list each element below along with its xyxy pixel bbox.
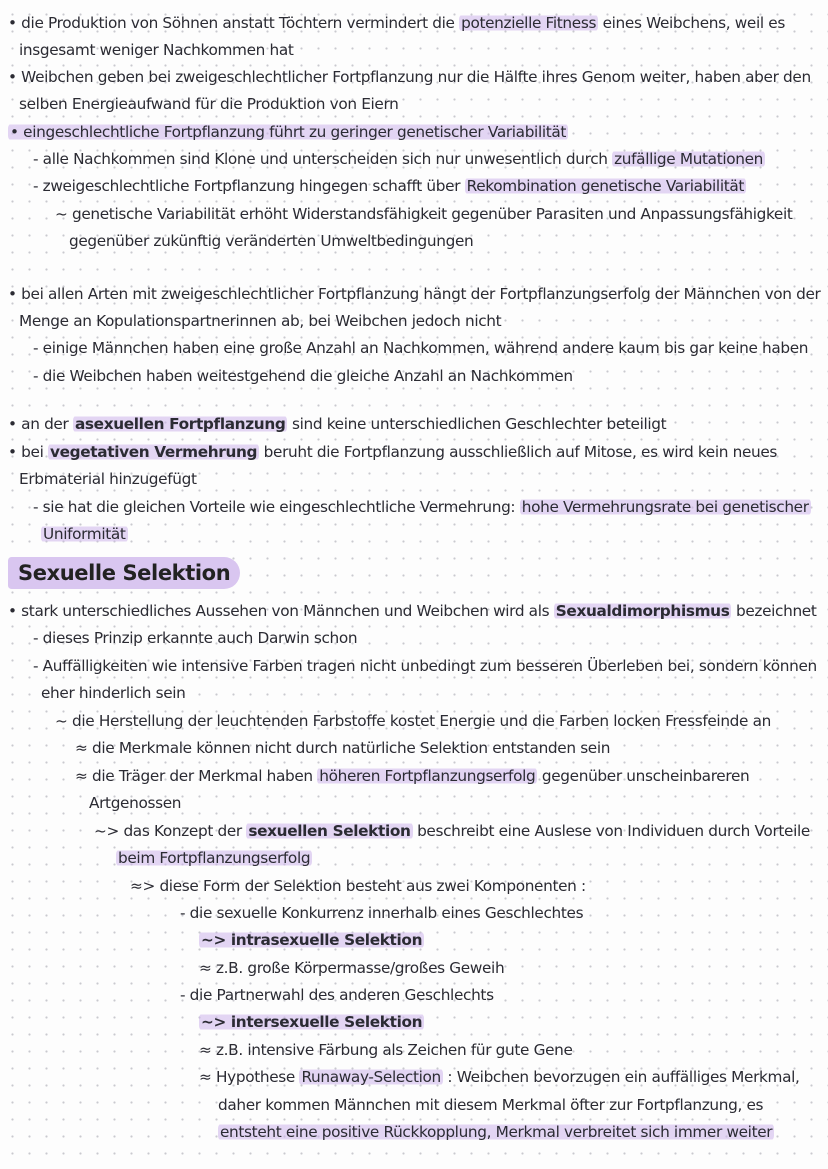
note-line	[94, 821, 810, 841]
note-line	[55, 204, 793, 224]
highlighted-text: Sexualdimorphismus	[555, 602, 730, 620]
note-text: beruht die Fortpflanzung ausschließlich auf Mitose, es wird kein neues	[259, 443, 778, 461]
note-text: ≈> diese Form der Selektion besteht aus zwei Komponenten :	[130, 877, 586, 895]
note-text: ≈ die Träger der Merkmal haben	[75, 767, 318, 785]
note-text: - die Weibchen haben weitestgehend die gleiche Anzahl an Nachkommen	[33, 367, 573, 385]
note-text: - die sexuelle Konkurrenz innerhalb eines Geschlechtes	[180, 904, 584, 922]
note-line	[116, 848, 312, 868]
note-line	[199, 930, 424, 950]
note-line	[33, 338, 808, 358]
note-text: • bei allen Arten mit zweigeschlechtlicher Fortpflanzung hängt der Fortpflanzungserfolg der Männchen von der	[8, 285, 821, 303]
highlighted-text: beim Fortpflanzungserfolg	[118, 849, 311, 867]
note-text: bezeichnet	[731, 602, 817, 620]
highlighted-text: ~> intersexuelle Selektion	[201, 1013, 423, 1031]
note-text: eines Weibchens, weil es	[598, 14, 785, 32]
note-line	[89, 793, 181, 813]
note-line	[33, 497, 811, 517]
note-line	[75, 766, 749, 786]
note-line	[33, 176, 746, 196]
note-text: beschreibt eine Auslese von Individuen durch Vorteile	[412, 822, 810, 840]
highlighted-text: sexuellen Selektion	[248, 822, 411, 840]
note-line	[33, 149, 765, 169]
note-line	[19, 94, 398, 114]
note-text: - dieses Prinzip erkannte auch Darwin schon	[33, 629, 358, 647]
note-line	[69, 231, 473, 251]
note-text: gegenüber zukünftig veränderten Umweltbedingungen	[69, 232, 474, 250]
note-line	[8, 601, 817, 621]
note-line	[8, 67, 811, 87]
note-text: - einige Männchen haben eine große Anzahl an Nachkommen, während andere kaum bis gar keine haben	[33, 339, 809, 357]
note-line	[33, 656, 817, 676]
note-text: ≈ die Merkmale können nicht durch natürliche Selektion entstanden sein	[75, 739, 611, 757]
note-line	[218, 1095, 763, 1115]
highlighted-text: hohe Vermehrungsrate bei genetischer	[521, 498, 809, 516]
note-line	[180, 903, 583, 923]
highlighted-text: ~> intrasexuelle Selektion	[201, 931, 423, 949]
note-text: ~ genetische Variabilität erhöht Widerstandsfähigkeit gegenüber Parasiten und Anpassungsfähigkeit	[55, 205, 793, 223]
note-text: • bei	[8, 443, 49, 461]
note-text: ≈ z.B. große Körpermasse/großes Geweih	[199, 959, 505, 977]
note-line	[199, 1012, 424, 1032]
note-text: - Auffälligkeiten wie intensive Farben tragen nicht unbedingt zum besseren Überleben bei, sondern können	[33, 657, 817, 675]
section-heading	[8, 557, 240, 589]
note-line	[19, 469, 197, 489]
note-line	[8, 414, 666, 434]
highlighted-text: Uniformität	[43, 525, 126, 543]
highlighted-text: • eingeschlechtliche Fortpflanzung führt zu geringer genetischer Variabilität	[10, 123, 567, 141]
note-line	[8, 284, 821, 304]
highlighted-text: entsteht eine positive Rückkopplung, Merkmal verbreitet sich immer weiter	[220, 1123, 773, 1141]
note-text: ~> das Konzept der	[94, 822, 247, 840]
note-text: selben Energieaufwand für die Produktion von Eiern	[19, 95, 399, 113]
note-line	[19, 311, 501, 331]
note-text: - zweigeschlechtliche Fortpflanzung hingegen schafft über	[33, 177, 465, 195]
note-text: • Weibchen geben bei zweigeschlechtlicher Fortpflanzung nur die Hälfte ihres Genom weiter, haben aber den	[8, 68, 811, 86]
note-text: gegenüber unscheinbareren	[537, 767, 750, 785]
note-line	[199, 958, 504, 978]
highlighted-text: Runaway-Selection	[301, 1068, 441, 1086]
note-line	[8, 13, 785, 33]
note-line	[19, 40, 294, 60]
note-line	[180, 985, 494, 1005]
note-text: insgesamt weniger Nachkommen hat	[19, 41, 294, 59]
note-line	[8, 442, 777, 462]
note-line	[41, 683, 186, 703]
note-text: : Weibchen bevorzugen ein auffälliges Merkmal,	[442, 1068, 800, 1086]
note-text: eher hinderlich sein	[41, 684, 186, 702]
highlighted-text: vegetativen Vermehrung	[50, 443, 258, 461]
highlighted-text: höheren Fortpflanzungserfolg	[319, 767, 536, 785]
highlighted-text: potenzielle Fitness	[461, 14, 597, 32]
highlighted-text: asexuellen Fortpflanzung	[74, 415, 286, 433]
note-text: - sie hat die gleichen Vorteile wie eingeschlechtliche Vermehrung:	[33, 498, 520, 516]
note-text: • stark unterschiedliches Aussehen von Männchen und Weibchen wird als	[8, 602, 554, 620]
note-line	[199, 1067, 800, 1087]
note-text: ≈ Hypothese	[199, 1068, 300, 1086]
note-line	[75, 738, 610, 758]
note-text: daher kommen Männchen mit diesem Merkmal öfter zur Fortpflanzung, es	[218, 1096, 764, 1114]
note-text: ~ die Herstellung der leuchtenden Farbstoffe kostet Energie und die Farben locken Fressfeinde an	[55, 712, 771, 730]
note-text: sind keine unterschiedlichen Geschlechter beteiligt	[287, 415, 667, 433]
note-text: Artgenossen	[89, 794, 182, 812]
note-line	[199, 1040, 573, 1060]
note-text: ≈ z.B. intensive Färbung als Zeichen für gute Gene	[199, 1041, 573, 1059]
note-line	[130, 876, 586, 896]
note-line	[41, 524, 128, 544]
note-line	[33, 366, 573, 386]
note-text: • an der	[8, 415, 73, 433]
note-text: • die Produktion von Söhnen anstatt Töchtern vermindert die	[8, 14, 460, 32]
highlighted-text: Rekombination genetische Variabilität	[466, 177, 745, 195]
note-line	[8, 122, 568, 142]
note-text: - alle Nachkommen sind Klone und unterscheiden sich nur unwesentlich durch	[33, 150, 613, 168]
highlighted-text: zufällige Mutationen	[614, 150, 764, 168]
section-heading-text: Sexuelle Selektion	[18, 561, 231, 585]
note-line	[218, 1122, 774, 1142]
note-text: Menge an Kopulationspartnerinnen ab, bei Weibchen jedoch nicht	[19, 312, 502, 330]
note-line	[33, 628, 357, 648]
note-line	[55, 711, 771, 731]
note-text: Erbmaterial hinzugefügt	[19, 470, 197, 488]
note-text: - die Partnerwahl des anderen Geschlechts	[180, 986, 494, 1004]
